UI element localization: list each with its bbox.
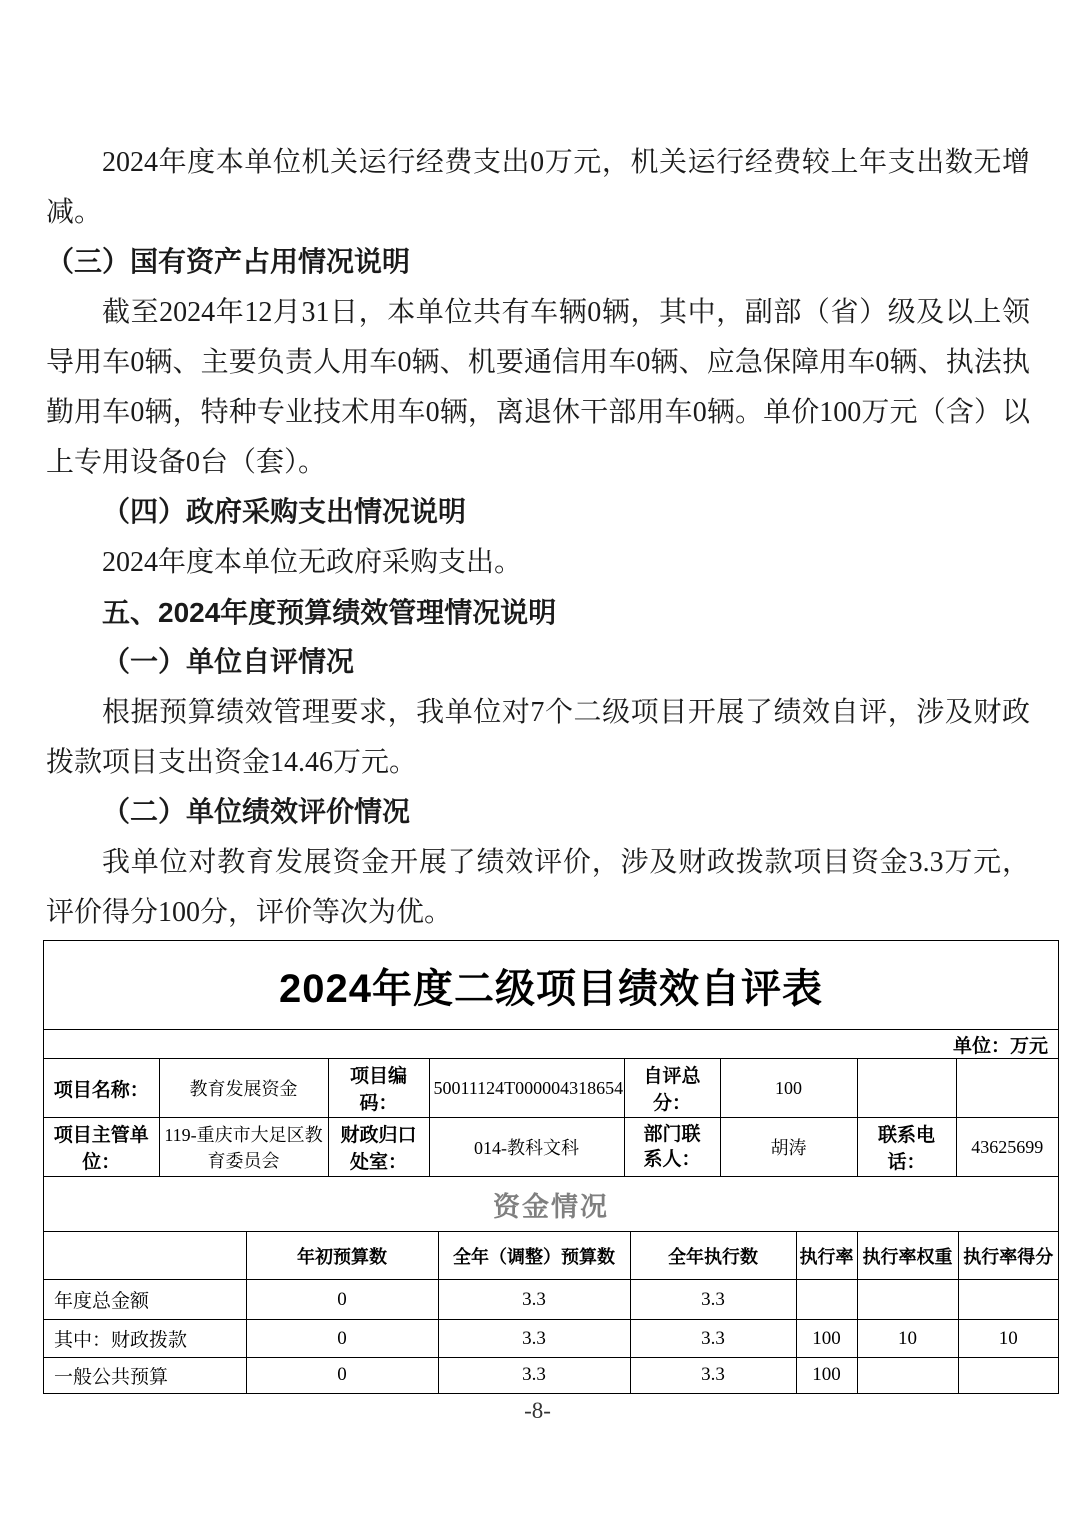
cell-value: 0 (246, 1358, 438, 1393)
col-rate-score: 执行率得分 (958, 1232, 1058, 1280)
table-row (44, 1118, 1058, 1177)
funding-table (44, 1231, 1058, 1393)
project-name-value: 教育发展资金 (159, 1059, 328, 1118)
cell-value: 100 (796, 1320, 857, 1358)
cell-value: 100 (796, 1358, 857, 1393)
col-rate-weight: 执行率权重 (857, 1232, 958, 1280)
col-adjusted-budget: 全年（调整）预算数 (438, 1232, 630, 1280)
phone-label: 联系电话： (857, 1118, 956, 1177)
col-executed: 全年执行数 (630, 1232, 796, 1280)
paragraph-procurement: 2024年度本单位无政府采购支出。 (102, 547, 523, 578)
table-row (44, 1280, 1058, 1320)
cell-value: 10 (857, 1320, 958, 1358)
funding-header-row (44, 1232, 1058, 1280)
phone-value: 43625699 (956, 1118, 1058, 1177)
project-code-label: 项目编码： (328, 1059, 429, 1118)
paragraph-vehicles: 截至2024年12月31日，本单位共有车辆0辆，其中，副部（省）级及以上领导用车0辆、主要负责人用车0辆、机要通信用车0辆、应急保障用车0辆、执法执勤用车0辆，特种专业技术用车0辆，离退休干部用车0辆。单价100万元（含）以上专用设备0台（套）。 (46, 297, 1030, 478)
cell-value (857, 1280, 958, 1320)
dept-value: 119-重庆市大足区教育委员会 (159, 1118, 328, 1177)
cell-value: 0 (246, 1280, 438, 1320)
self-score-label: 自评总分： (624, 1059, 720, 1118)
cell-value: 3.3 (630, 1280, 796, 1320)
paragraph-self-evaluation: 根据预算绩效管理要求，我单位对7个二级项目开展了绩效自评，涉及财政拨款项目支出资金14.46万元。 (46, 697, 1030, 778)
empty-cell (956, 1059, 1058, 1118)
empty-cell (857, 1059, 956, 1118)
heading-performance-management: 五、2024年度预算绩效管理情况说明 (102, 597, 557, 628)
row-label-fiscal: 其中：财政拨款 (44, 1320, 246, 1358)
cell-value (958, 1358, 1058, 1393)
project-name-label: 项目名称： (44, 1059, 159, 1118)
cell-value: 3.3 (630, 1358, 796, 1393)
table-row (44, 1358, 1058, 1393)
cell-value: 0 (246, 1320, 438, 1358)
unit-note: 单位：万元 (44, 1029, 1058, 1058)
cell-value: 3.3 (438, 1320, 630, 1358)
page-number: -8- (524, 1398, 551, 1423)
col-execution-rate: 执行率 (796, 1232, 857, 1280)
dept-label: 项目主管单位： (44, 1118, 159, 1177)
finance-office-label: 财政归口处室： (328, 1118, 429, 1177)
row-label-public-budget: 一般公共预算 (44, 1358, 246, 1393)
report-text (46, 138, 1030, 938)
finance-office-value: 014-教科文科 (429, 1118, 624, 1177)
cell-value: 3.3 (438, 1358, 630, 1393)
col-initial-budget: 年初预算数 (246, 1232, 438, 1280)
contact-label: 部门联系人： (624, 1118, 720, 1177)
contact-value: 胡涛 (720, 1118, 857, 1177)
cell-value: 3.3 (630, 1320, 796, 1358)
heading-self-evaluation: （一）单位自评情况 (102, 647, 355, 678)
self-score-value: 100 (720, 1059, 857, 1118)
table-row (44, 1320, 1058, 1358)
heading-gov-procurement: （四）政府采购支出情况说明 (102, 497, 467, 528)
cell-value (796, 1280, 857, 1320)
paragraph-performance-evaluation: 我单位对教育发展资金开展了绩效评价，涉及财政拨款项目资金3.3万元，评价得分100分，评价等次为优。 (46, 847, 1030, 928)
cell-value: 10 (958, 1320, 1058, 1358)
table-title: 2024年度二级项目绩效自评表 (279, 966, 823, 1011)
heading-performance-evaluation: （二）单位绩效评价情况 (102, 797, 411, 828)
row-label-total: 年度总金额 (44, 1280, 246, 1320)
self-evaluation-table (43, 940, 1059, 1394)
project-info-table (44, 1058, 1058, 1177)
section-header-funding: 资金情况 (493, 1191, 609, 1222)
paragraph-admin-expense: 2024年度本单位机关运行经费支出0万元，机关运行经费较上年支出数无增减。 (46, 147, 1030, 228)
table-row (44, 1059, 1058, 1118)
project-code-value: 50011124T000004318654 (429, 1059, 624, 1118)
cell-value (958, 1280, 1058, 1320)
empty-header-cell (44, 1232, 246, 1280)
heading-state-assets: （三）国有资产占用情况说明 (46, 247, 411, 278)
cell-value: 3.3 (438, 1280, 630, 1320)
cell-value (857, 1358, 958, 1393)
